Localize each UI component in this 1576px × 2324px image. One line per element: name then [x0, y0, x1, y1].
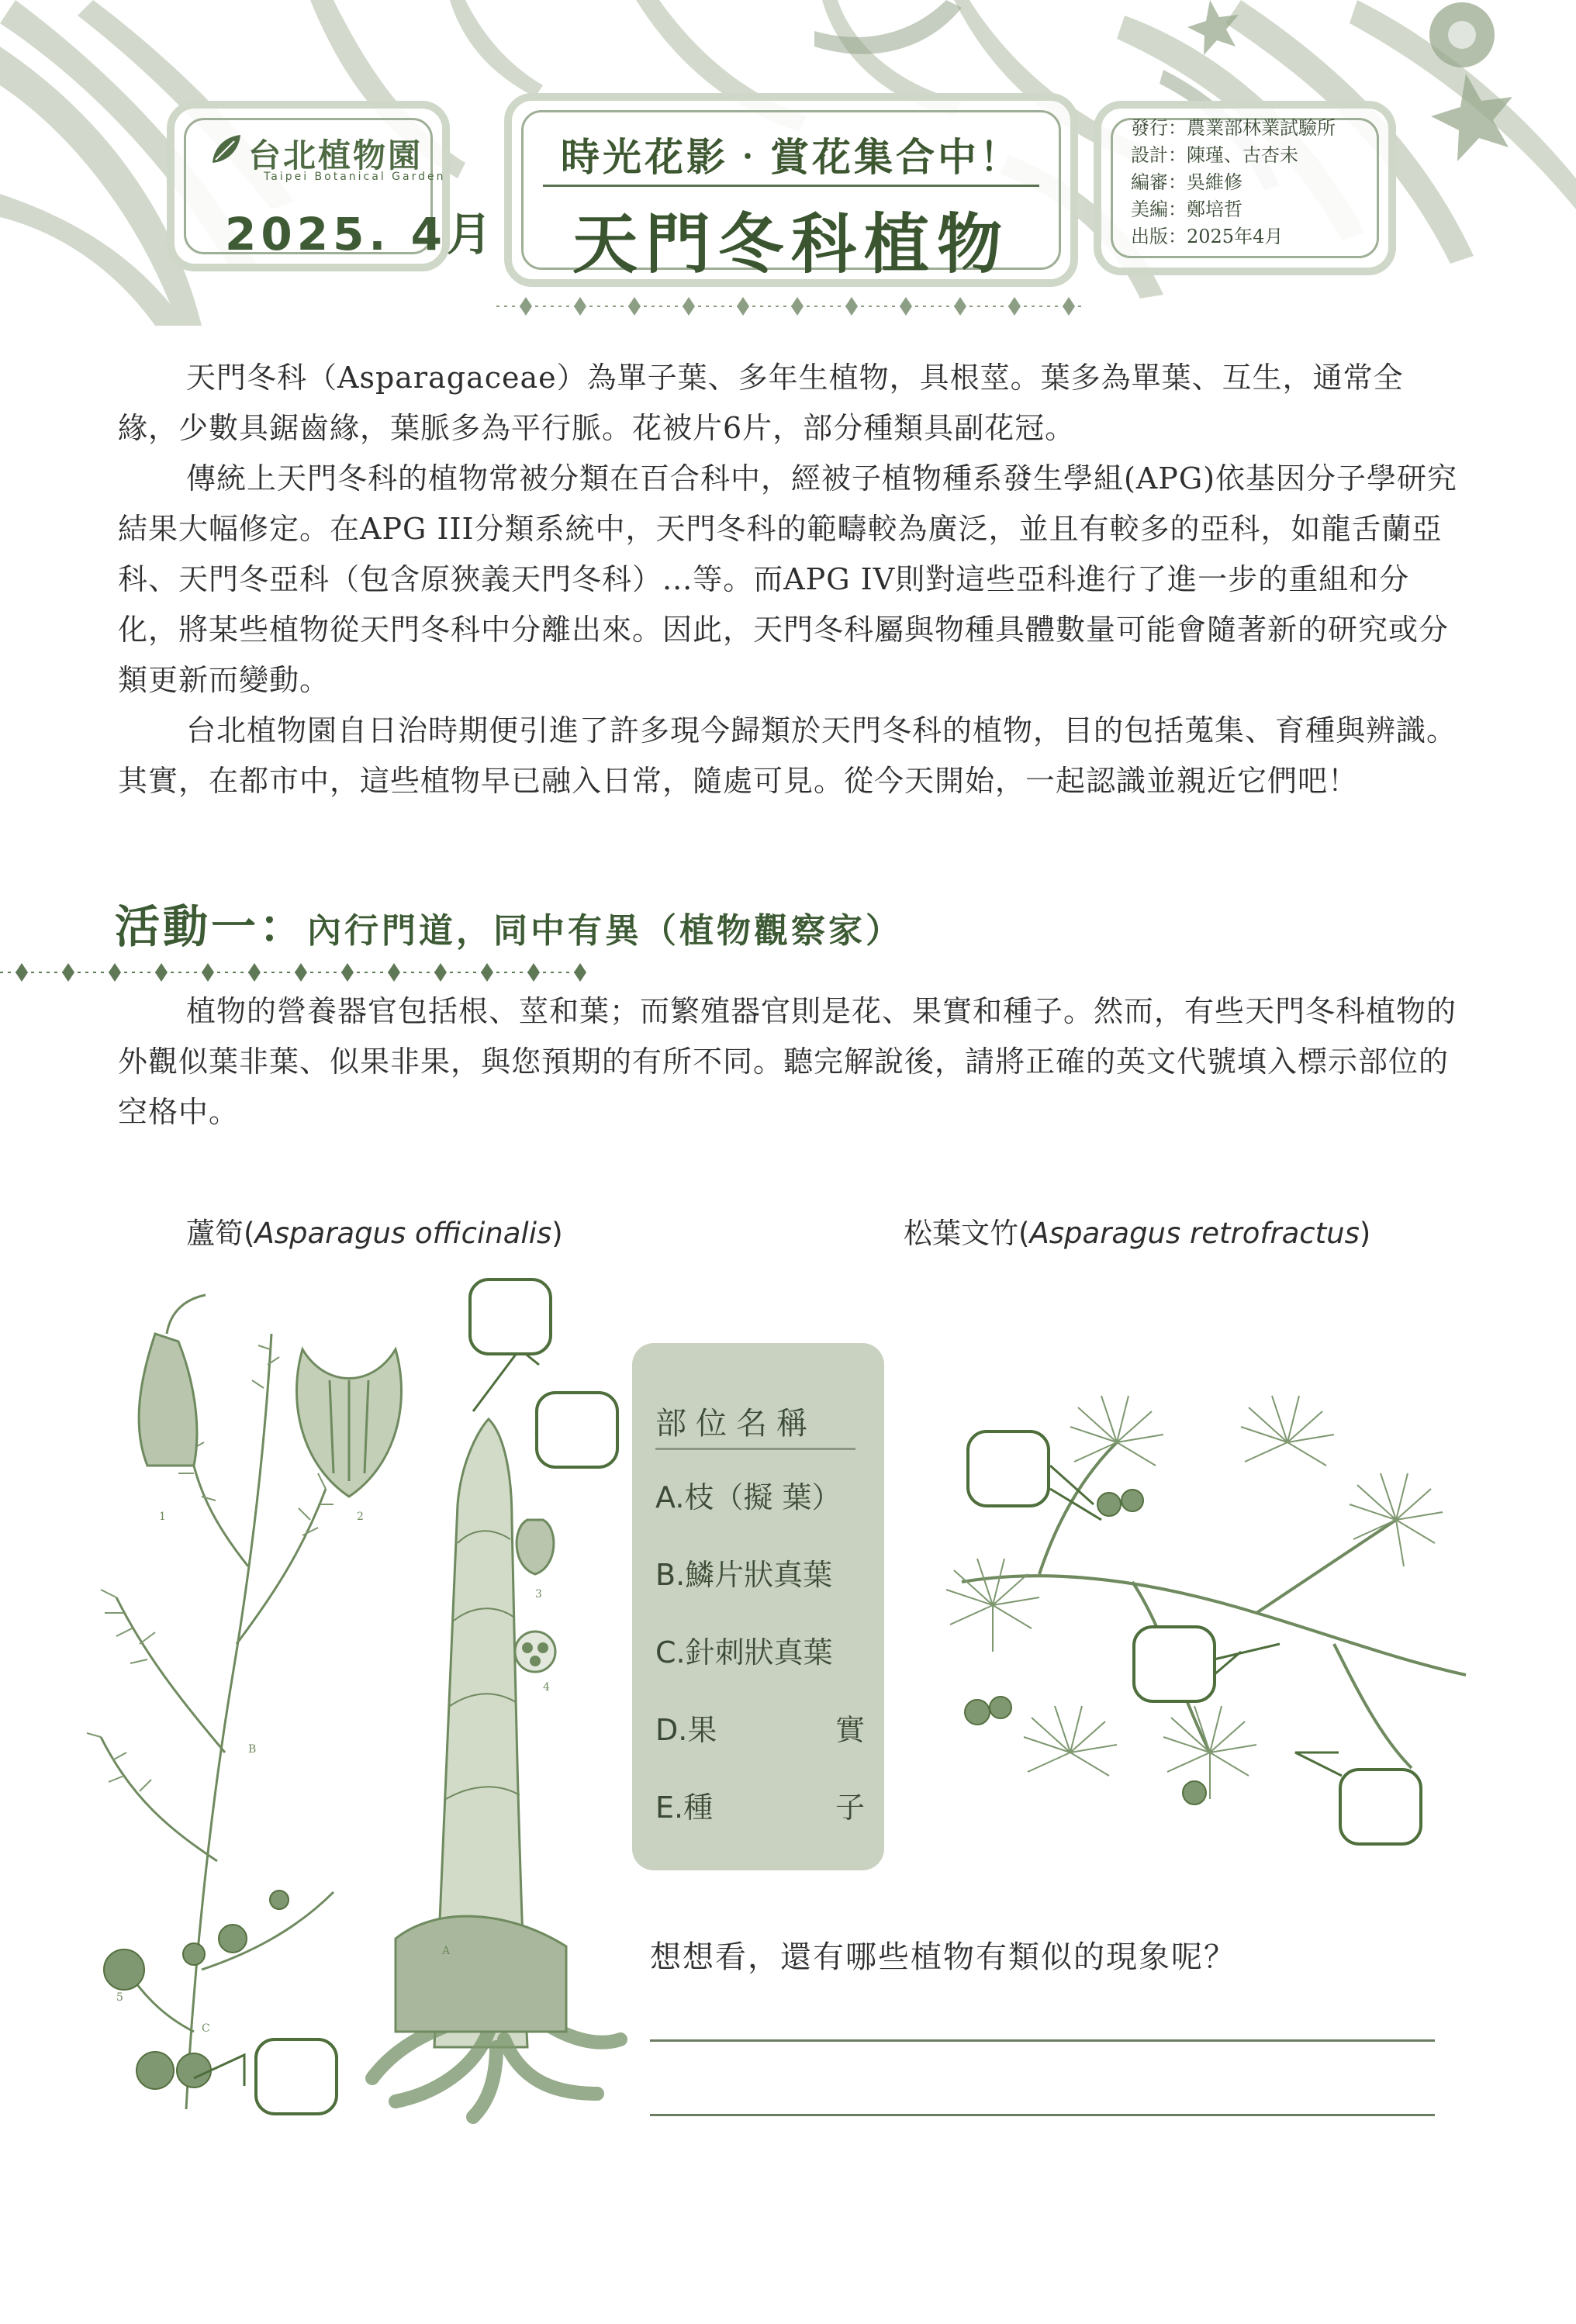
legend-item-E: E.種 子	[655, 1790, 865, 1825]
activity-instructions: 植物的營養器官包括根、莖和葉；而繁殖器官則是花、果實和種子。然而，有些天門冬科植物的外觀似葉非葉、似果非果，與您預期的有所不同。聽完解說後，請將正確的英文代號填入標示部位的空格中。	[118, 994, 1457, 1129]
answer-box-retrofractus-1[interactable]	[966, 1430, 1050, 1507]
section-ornament-divider	[0, 959, 589, 986]
illustration-label-1: 1	[159, 1511, 166, 1523]
activity-number: 活動一：	[115, 900, 308, 953]
legend-title: 部位名稱	[655, 1406, 817, 1442]
species-label-asparagus: 蘆筍(Asparagus officinalis)	[186, 1217, 563, 1250]
illustration-label-3: 3	[535, 1588, 542, 1601]
answer-box-asparagus-1[interactable]	[468, 1278, 552, 1355]
garden-name: 台北植物園	[248, 136, 423, 174]
reflection-question: 想想看，還有哪些植物有類似的現象呢？	[650, 1939, 1236, 1975]
answer-box-asparagus-3[interactable]	[254, 2038, 338, 2115]
page-subtitle: 時光花影‧賞花集合中！	[561, 134, 1021, 180]
answer-line-1[interactable]	[650, 2039, 1435, 2042]
page-title: 天門冬科植物	[572, 205, 1010, 282]
intro-paragraph-2: 傳統上天門冬科的植物常被分類在百合科中，經被子植物種系發生學組(APG)依基因分子學研究結果大幅修定。在APG III分類系統中，天門冬科的範疇較為廣泛，並且有較多的亞科，如龍舌蘭亞科、天門冬亞科（包含原狹義天門冬科）...等。而APG IV則對這些亞科進行了進一步的重組和分化，將某些植物從天門冬科中分離出來。因此，天門冬科屬與物種具體數量可能會隨著新的研究或分類更新而變動。	[118, 461, 1458, 697]
part-names-legend	[632, 1343, 884, 1870]
credits-list	[1131, 115, 1336, 250]
legend-divider	[655, 1448, 855, 1450]
activity-title: 內行門道，同中有異（植物觀察家）	[307, 911, 904, 951]
intro-paragraph-3: 台北植物園自日治時期便引進了許多現今歸類於天門冬科的植物，目的包括蒐集、育種與辨識。其實，在都市中，這些植物早已融入日常，隨處可見。從今天開始，一起認識並親近它們吧！	[118, 713, 1457, 798]
illustration-label-B: B	[248, 1743, 257, 1756]
illustration-label-5: 5	[116, 1991, 123, 2004]
illustration-label-2: 2	[357, 1511, 364, 1523]
issue-date: 2025. 4月	[225, 208, 497, 261]
ornament-divider	[496, 293, 1086, 319]
credit-date: 出版：2025年4月	[1131, 226, 1284, 247]
legend-item-B: B.鱗片狀真葉	[655, 1558, 833, 1592]
legend-item-D: D.果 實	[655, 1713, 865, 1747]
illustration-label-C: C	[202, 2022, 210, 2035]
intro-paragraph-1: 天門冬科（Asparagaceae）為單子葉、多年生植物，具根莖。葉多為單葉、互生，通常全緣，少數具鋸齒緣，葉脈多為平行脈。花被片6片，部分種類具副花冠。	[118, 361, 1404, 445]
answer-box-asparagus-2[interactable]	[535, 1391, 619, 1469]
credit-editor: 編審：吳維修	[1131, 171, 1242, 193]
credit-publisher: 發行：農業部林業試驗所	[1131, 117, 1336, 139]
title-divider	[543, 185, 1039, 187]
illustration-label-4: 4	[543, 1681, 550, 1694]
credit-art: 美編：鄭培哲	[1131, 199, 1242, 220]
credit-design: 設計：陳瑾、古杏未	[1131, 144, 1298, 166]
callout-pointers	[1047, 1458, 1388, 1784]
activity-heading	[115, 890, 903, 955]
legend-item-C: C.針刺狀真葉	[655, 1635, 833, 1670]
leaf-logo-icon	[208, 132, 244, 167]
species-label-asparagus-retrofractus: 松葉文竹(Asparagus retrofractus)	[904, 1217, 1371, 1250]
legend-item-A: A.枝（擬 葉）	[655, 1480, 842, 1514]
illustration-label-A: A	[442, 1945, 451, 1957]
answer-line-2[interactable]	[650, 2114, 1435, 2116]
garden-name-en: Taipei Botanical Garden	[264, 171, 446, 183]
